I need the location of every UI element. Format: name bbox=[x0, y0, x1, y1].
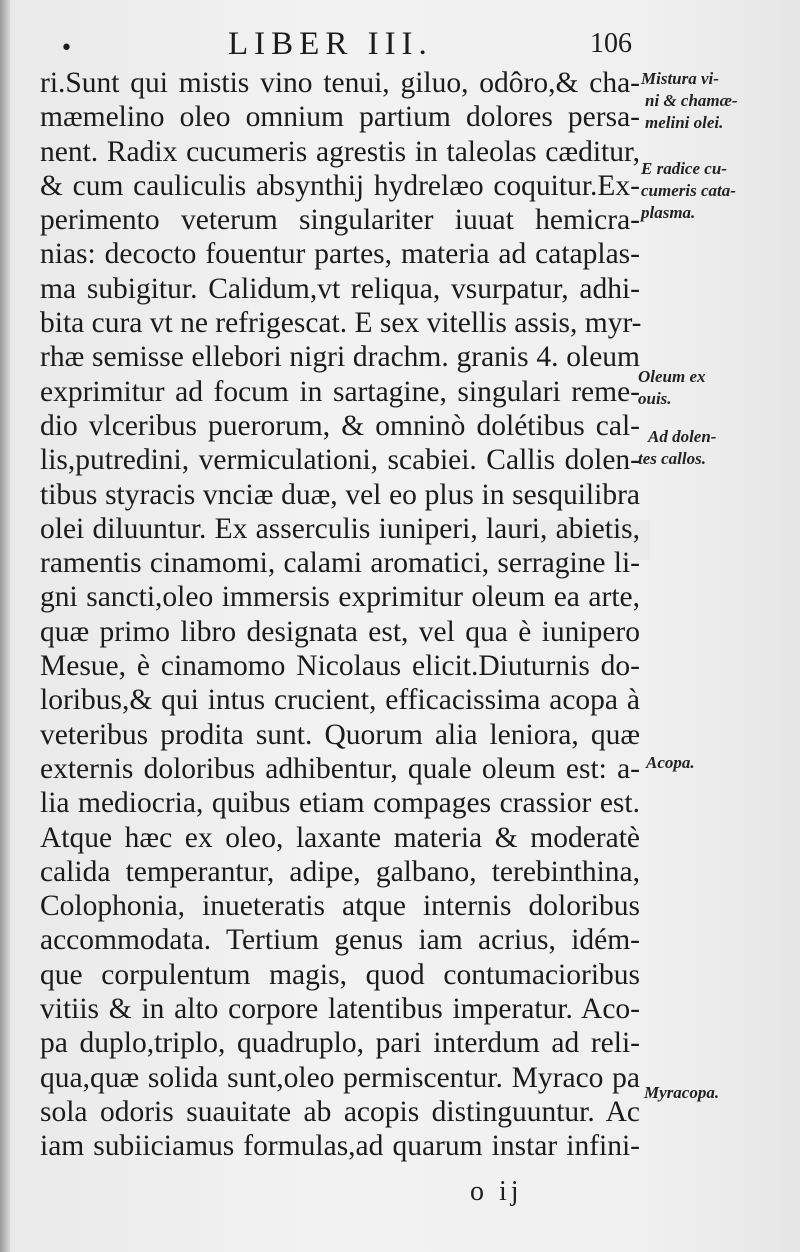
margin-note-mistura bbox=[641, 68, 738, 134]
text-line: qua,quæ solida sunt,oleo permiscentur. Myraco pa bbox=[40, 1061, 640, 1094]
text-line: lia mediocria, quibus etiam compages crassior est. bbox=[40, 787, 640, 820]
margin-note-radice bbox=[641, 158, 736, 224]
text-line: loribus,& qui intus crucient, efficacissima acopa à bbox=[40, 684, 640, 717]
text-line: iam subiiciamus formulas,ad quarum instar infini- bbox=[40, 1130, 640, 1163]
text-line: olei diluuntur. Ex asserculis iuniperi, lauri, abietis, bbox=[40, 512, 640, 545]
margin-note-line: plasma. bbox=[641, 203, 696, 222]
margin-note-line: E radice cu- bbox=[641, 159, 727, 178]
text-line: que corpulentum magis, quod contumacioribus bbox=[40, 958, 640, 991]
text-line: accommodata. Tertium genus iam acrius, idém- bbox=[40, 924, 640, 957]
text-line: sola odoris suauitate ab acopis distinguuntur. Ac bbox=[40, 1095, 640, 1128]
margin-note-line: melini olei. bbox=[645, 113, 724, 132]
margin-note-oleum-ex-ouis bbox=[638, 366, 706, 410]
page-gutter-shadow bbox=[0, 0, 10, 1252]
margin-note-line: ouis. bbox=[638, 389, 672, 408]
text-line: Atque hæc ex oleo, laxante materia & moderatè bbox=[40, 821, 640, 854]
text-line: Colophonia, inueteratis atque internis doloribus bbox=[40, 890, 640, 923]
text-line: pa duplo,triplo, quadruplo, pari interdum ad reli- bbox=[40, 1027, 640, 1060]
margin-note-line: Mistura vi- bbox=[641, 69, 719, 88]
text-line: perimento veterum singulariter iuuat hemicra- bbox=[40, 204, 640, 237]
text-line: gni sancti,oleo immersis exprimitur oleum ea arte, bbox=[40, 581, 640, 614]
text-line: ma subigitur. Calidum,vt reliqua, vsurpatur, adhi- bbox=[40, 272, 640, 305]
text-line: vitiis & in alto corpore latentibus imperatur. Aco- bbox=[40, 993, 640, 1026]
text-line: lis,putredini, vermiculationi, scabiei. Callis dolen- bbox=[40, 444, 640, 477]
margin-note-line: tes callos. bbox=[638, 449, 706, 468]
text-line: & cum cauliculis absynthij hydrelæo coquitur.Ex- bbox=[40, 169, 640, 202]
margin-note-line: Myracopa. bbox=[644, 1083, 720, 1102]
text-line: nias: decocto fouentur partes, materia ad cataplas- bbox=[40, 238, 640, 271]
margin-note-line: cumeris cata- bbox=[641, 181, 736, 200]
margin-note-line: ni & chamæ- bbox=[645, 91, 738, 110]
text-line: nent. Radix cucumeris agrestis in taleolas cæditur, bbox=[40, 135, 640, 168]
margin-note-line: Oleum ex bbox=[638, 367, 706, 386]
text-line: veteribus prodita sunt. Quorum alia leniora, quæ bbox=[40, 718, 640, 751]
text-line: bita cura vt ne refrigescat. E sex vitellis assis, myr- bbox=[40, 307, 642, 340]
head-bullet: • bbox=[60, 36, 73, 61]
text-line: exprimitur ad focum in sartagine, singulari reme- bbox=[40, 375, 640, 408]
running-head-title: LIBER III. bbox=[228, 26, 433, 62]
text-line: calida temperantur, adipe, galbano, terebinthina, bbox=[40, 855, 640, 888]
text-line: tibus styracis vnciæ duæ, vel eo plus in sesquilibra bbox=[40, 478, 640, 511]
text-line: rhæ semisse ellebori nigri drachm. granis 4. oleum bbox=[40, 341, 640, 374]
text-line: ri.Sunt qui mistis vino tenui, giluo, odôro,& cha- bbox=[40, 67, 640, 99]
margin-note-line: Ad dolen- bbox=[648, 427, 717, 446]
text-line: ramentis cinamomi, calami aromatici, serragine li- bbox=[40, 547, 640, 580]
text-line: quæ primo libro designata est, vel qua è iunipero bbox=[40, 615, 640, 648]
text-line: mæmelino oleo omnium partium dolores persa- bbox=[40, 101, 640, 134]
running-head bbox=[52, 22, 632, 70]
signature-mark: o ij bbox=[470, 1176, 523, 1207]
text-line: Mesue, è cinamomo Nicolaus elicit.Diuturnis do- bbox=[40, 650, 640, 683]
main-text-block bbox=[40, 66, 640, 1164]
text-line: externis doloribus adhibentur, quale oleum est: a- bbox=[40, 752, 640, 785]
margin-note-acopa bbox=[646, 752, 695, 774]
page-number: 106 bbox=[590, 28, 632, 59]
margin-note-ad-dolentes bbox=[638, 426, 716, 470]
margin-note-line: Acopa. bbox=[646, 753, 695, 772]
margin-note-myracopa bbox=[644, 1082, 719, 1104]
text-line: dio vlceribus puerorum, & omninò dolétibus cal- bbox=[40, 409, 640, 442]
